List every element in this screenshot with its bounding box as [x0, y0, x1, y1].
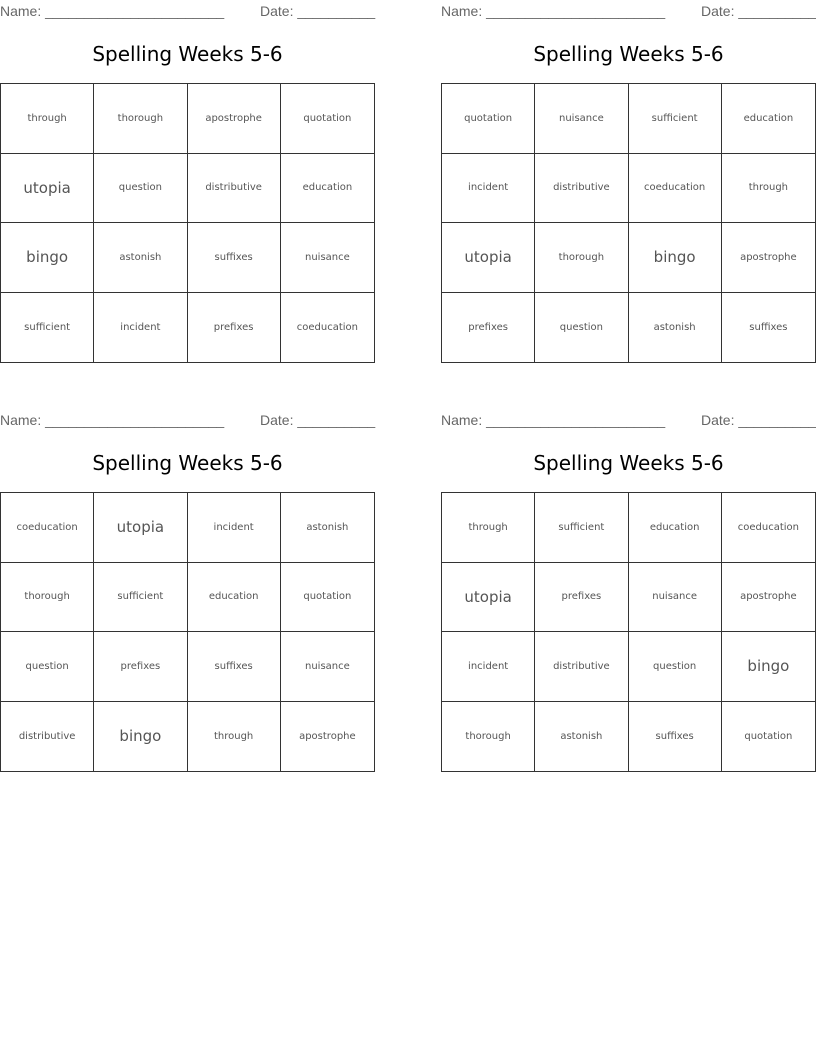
- bingo-card-4: [441, 409, 816, 809]
- bingo-cell: bingo: [722, 632, 815, 702]
- bingo-cell: astonish: [535, 702, 628, 772]
- bingo-cell: quotation: [281, 84, 374, 154]
- bingo-cell: utopia: [94, 493, 187, 563]
- bingo-cell: through: [722, 154, 815, 224]
- bingo-cell: question: [94, 154, 187, 224]
- bingo-cell: distributive: [535, 632, 628, 702]
- bingo-cell: coeducation: [722, 493, 815, 563]
- bingo-cell: incident: [442, 154, 535, 224]
- bingo-cell: education: [281, 154, 374, 224]
- bingo-cell: coeducation: [296, 321, 358, 333]
- bingo-cell: sufficient: [535, 493, 628, 563]
- bingo-cell: question: [629, 632, 722, 702]
- bingo-card-2: [441, 0, 816, 400]
- bingo-cell: astonish: [629, 293, 722, 363]
- bingo-cell: quotation: [281, 563, 374, 633]
- bingo-cell: education: [188, 563, 281, 633]
- name-field[interactable]: Name: _______________________: [441, 412, 666, 428]
- bingo-cell: question: [1, 632, 94, 702]
- card-header: [0, 3, 376, 19]
- card-header: [441, 412, 816, 428]
- name-field[interactable]: Name: _______________________: [441, 3, 666, 19]
- bingo-cell: apostrophe: [722, 223, 815, 293]
- bingo-cell: thorough: [442, 702, 535, 772]
- bingo-cell: suffixes: [188, 223, 281, 293]
- bingo-cell: thorough: [535, 223, 628, 293]
- bingo-cell: suffixes: [749, 321, 788, 333]
- card-title: Spelling Weeks 5-6: [533, 42, 724, 66]
- bingo-cell: nuisance: [281, 223, 374, 293]
- bingo-cell: nuisance: [535, 84, 628, 154]
- bingo-card-3: [0, 409, 375, 809]
- card-header: [0, 412, 376, 428]
- bingo-cell: through: [188, 702, 281, 772]
- bingo-grid: [441, 83, 816, 363]
- bingo-cell: nuisance: [281, 632, 374, 702]
- bingo-grid: [0, 83, 375, 363]
- bingo-cell: prefixes: [94, 632, 187, 702]
- bingo-cell: education: [722, 84, 815, 154]
- bingo-cell: thorough: [1, 563, 94, 633]
- bingo-cell: nuisance: [629, 563, 722, 633]
- bingo-cell: utopia: [442, 223, 535, 293]
- bingo-cell: astonish: [281, 493, 374, 563]
- bingo-cell: apostrophe: [722, 563, 815, 633]
- bingo-cell: incident: [94, 293, 187, 363]
- bingo-cell: bingo: [94, 702, 187, 772]
- bingo-cell: coeducation: [629, 154, 722, 224]
- date-field[interactable]: Date: __________: [260, 412, 376, 428]
- bingo-cell: incident: [188, 493, 281, 563]
- bingo-cell: astonish: [94, 223, 187, 293]
- name-field[interactable]: Name: _______________________: [0, 3, 225, 19]
- name-field[interactable]: Name: _______________________: [0, 412, 225, 428]
- bingo-cell: incident: [442, 632, 535, 702]
- bingo-card-1: [0, 0, 375, 400]
- bingo-cell: bingo: [1, 223, 94, 293]
- bingo-cell: coeducation: [1, 493, 94, 563]
- bingo-cell: prefixes: [535, 563, 628, 633]
- bingo-cell: suffixes: [188, 632, 281, 702]
- card-title: Spelling Weeks 5-6: [92, 451, 283, 475]
- bingo-cell: thorough: [94, 84, 187, 154]
- date-field[interactable]: Date: __________: [260, 3, 376, 19]
- bingo-cell: utopia: [1, 154, 94, 224]
- bingo-cell: apostrophe: [188, 84, 281, 154]
- bingo-cell: question: [535, 293, 628, 363]
- bingo-cell: sufficient: [94, 563, 187, 633]
- bingo-cell: distributive: [188, 154, 281, 224]
- bingo-cell: prefixes: [188, 293, 281, 363]
- bingo-cell: utopia: [442, 563, 535, 633]
- bingo-cell: prefixes: [442, 293, 535, 363]
- card-title: Spelling Weeks 5-6: [533, 451, 724, 475]
- bingo-cell: quotation: [744, 730, 793, 742]
- bingo-cell: education: [629, 493, 722, 563]
- date-field[interactable]: Date: __________: [701, 412, 816, 428]
- bingo-grid: [441, 492, 816, 772]
- bingo-cell: distributive: [535, 154, 628, 224]
- bingo-cell: through: [442, 493, 535, 563]
- card-title: Spelling Weeks 5-6: [92, 42, 283, 66]
- bingo-cell: sufficient: [629, 84, 722, 154]
- bingo-cell: sufficient: [1, 293, 94, 363]
- card-header: [441, 3, 816, 19]
- bingo-cell: distributive: [1, 702, 94, 772]
- bingo-cell: bingo: [629, 223, 722, 293]
- bingo-grid: [0, 492, 375, 772]
- bingo-cell: apostrophe: [299, 730, 356, 742]
- bingo-cell: suffixes: [629, 702, 722, 772]
- bingo-cell: through: [1, 84, 94, 154]
- date-field[interactable]: Date: __________: [701, 3, 816, 19]
- bingo-cell: quotation: [442, 84, 535, 154]
